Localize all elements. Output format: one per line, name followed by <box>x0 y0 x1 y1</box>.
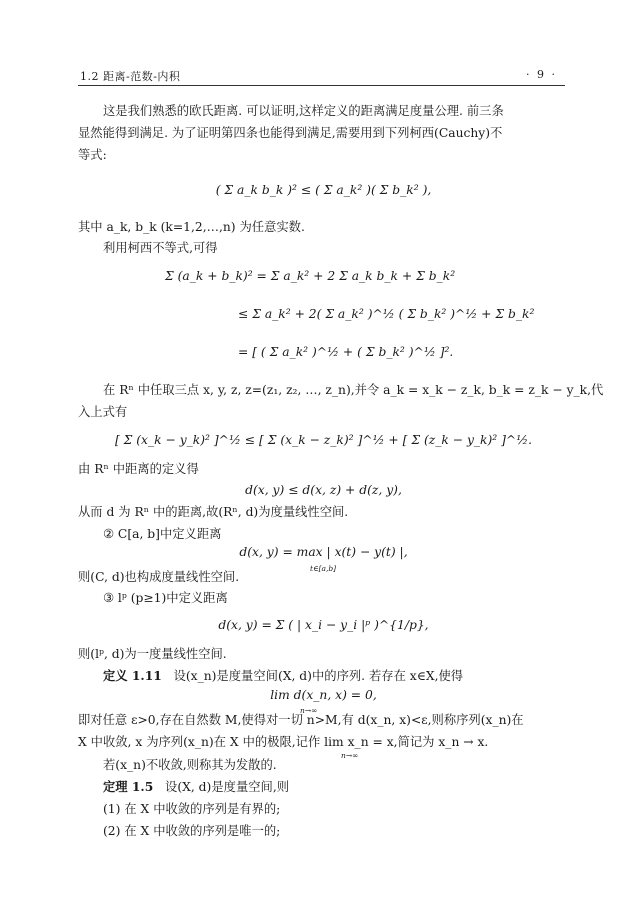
equation-triangle: d(x, y) ≤ d(x, z) + d(z, y), <box>245 483 402 497</box>
definition-1-11 <box>103 668 463 684</box>
text-line: 由 Rⁿ 中距离的定义得 <box>78 462 199 476</box>
theorem-1-5 <box>103 779 289 795</box>
limit-subscript-inline: n→∞ <box>341 751 359 760</box>
equation-expansion-2: ≤ Σ a_k² + 2( Σ a_k² )^½ ( Σ b_k² )^½ + Σ b_k² <box>238 307 535 321</box>
text-line: 若(x_n)不收敛,则称其为发散的. <box>103 758 277 772</box>
equation-expansion-1: Σ (a_k + b_k)² = Σ a_k² + 2 Σ a_k b_k + Σ b_k² <box>165 269 456 283</box>
equation-expansion-3: = [ ( Σ a_k² )^½ + ( Σ b_k² )^½ ]². <box>238 345 454 359</box>
equation-max-metric: d(x, y) = max | x(t) − y(t) |, <box>239 545 408 559</box>
text-line: 在 Rⁿ 中任取三点 x, y, z, z=(z₁, z₂, …, z_n),并令 a_k = x_k − z_k, b_k = z_k − y_k,代 <box>103 383 604 397</box>
equation-max-subscript: t∈[a,b] <box>310 564 337 573</box>
theorem-item: (2) 在 X 中收敛的序列是唯一的; <box>103 824 281 838</box>
theorem-text: 设(X, d)是度量空间,则 <box>165 780 290 794</box>
equation-triangle-components: [ Σ (x_k − y_k)² ]^½ ≤ [ Σ (x_k − z_k)² ]^½ + [ Σ (z_k − y_k)² ]^½. <box>114 433 533 447</box>
text-line: 利用柯西不等式,可得 <box>103 241 218 255</box>
text-line: 则(C, d)也构成度量线性空间. <box>78 570 240 584</box>
text-line: 这是我们熟悉的欧氏距离. 可以证明,这样定义的距离满足度量公理. 前三条 <box>103 104 504 118</box>
header-rule <box>78 85 565 86</box>
text-line: 等式: <box>78 148 107 162</box>
text-line: ② C[a, b]中定义距离 <box>103 527 222 541</box>
text-line: 即对任意 ε>0,存在自然数 M,使得对一切 n>M,有 d(x_n, x)<ε,则称序列(x_n)在 <box>78 713 524 727</box>
theorem-item: (1) 在 X 中收敛的序列是有界的; <box>103 802 281 816</box>
page-number: · 9 · <box>526 68 557 81</box>
text-line: 则(lᵖ, d)为一度量线性空间. <box>78 647 227 661</box>
equation-cauchy: ( Σ a_k b_k )² ≤ ( Σ a_k² )( Σ b_k² ), <box>215 183 432 197</box>
text-line: 显然能得到满足. 为了证明第四条也能得到满足,需要用到下列柯西(Cauchy)不 <box>78 126 503 140</box>
definition-text: 设(x_n)是度量空间(X, d)中的序列. 若存在 x∈X,使得 <box>173 669 464 683</box>
equation-lp-metric: d(x, y) = Σ ( | x_i − y_i |ᵖ )^{1/p}, <box>218 618 429 632</box>
theorem-label: 定理 1.5 <box>103 779 154 794</box>
text-line: 从而 d 为 Rⁿ 中的距离,故(Rⁿ, d)为度量线性空间. <box>78 505 349 519</box>
equation-limit: lim d(x_n, x) = 0, <box>270 688 377 702</box>
text-line: 入上式有 <box>78 405 128 419</box>
section-title: 1.2 距离-范数-内积 <box>80 70 181 83</box>
text-line: X 中收敛, x 为序列(x_n)在 X 中的极限,记作 lim x_n = x,简记为 x_n → x. <box>78 735 489 749</box>
definition-label: 定义 1.11 <box>103 668 162 683</box>
text-line: 其中 a_k, b_k (k=1,2,…,n) 为任意实数. <box>78 220 305 234</box>
equation-limit-subscript: n→∞ <box>300 706 318 715</box>
text-line: ③ lᵖ (p≥1)中定义距离 <box>103 591 228 605</box>
